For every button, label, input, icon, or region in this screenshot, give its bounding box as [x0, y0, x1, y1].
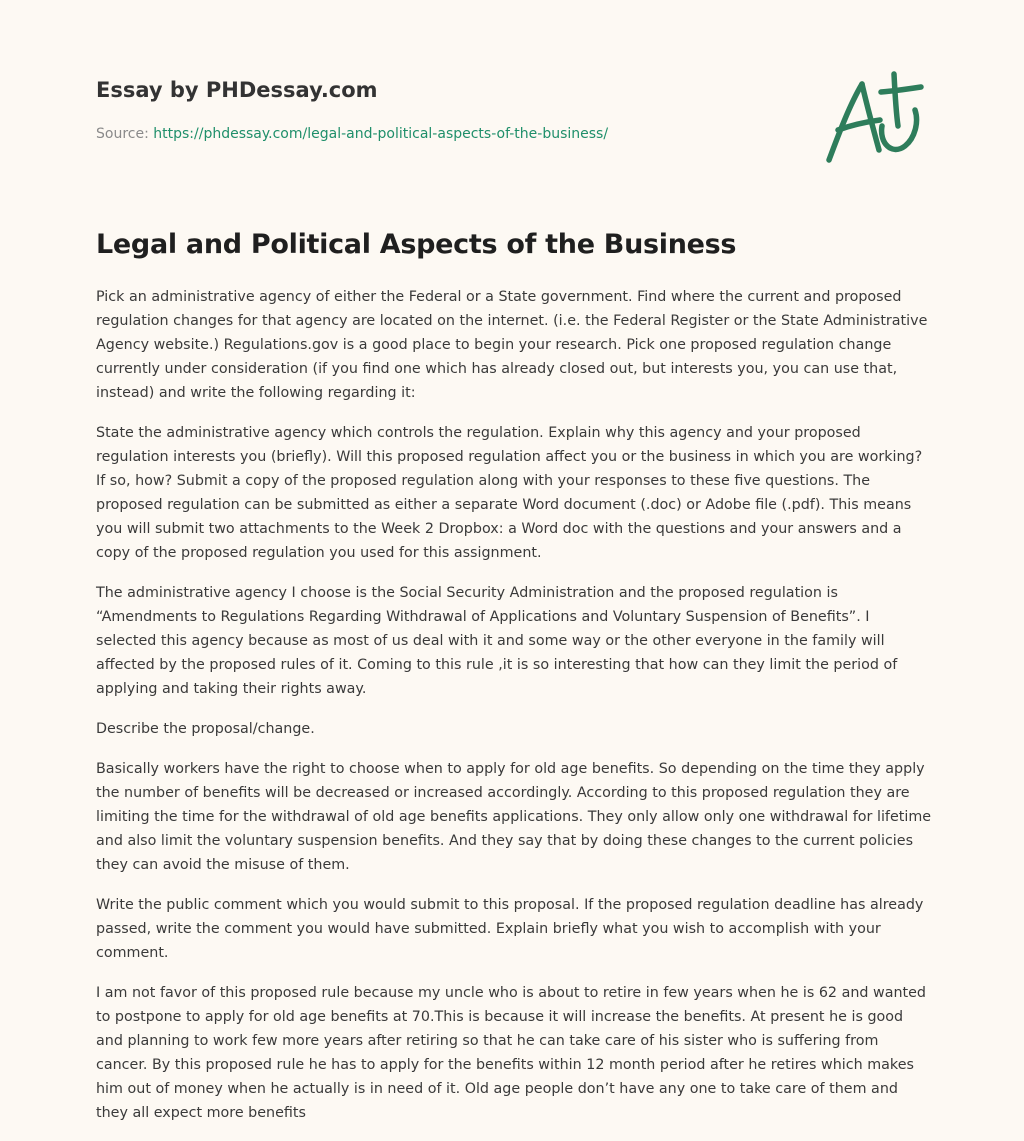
source-link[interactable]: https://phdessay.com/legal-and-political-aspects-of-the-business/: [153, 126, 609, 142]
source-label: Source:: [96, 126, 149, 142]
essay-paragraph: State the administrative agency which controls the regulation. Explain why this agency and your proposed regulation interests you (briefly). Will this proposed regulation affect you or the business in which you are working? If so, how? Submit a copy of the proposed regulation along with your responses to these five questions. The proposed regulation can be submitted as either a separate Word document (.doc) or Adobe file (.pdf). This means you will submit two attachments to the Week 2 Dropbox: a Word doc with the questions and your answers and a copy of the proposed regulation you used for this assignment.: [96, 425, 923, 561]
essay-paragraph: Basically workers have the right to choose when to apply for old age benefits. So depending on the time they apply the number of benefits will be decreased or increased accordingly. According to this proposed regulation they are limiting the time for the withdrawal of old age benefits applications. They only allow only one withdrawal for lifetime and also limit the voluntary suspension benefits. And they say that by doing these changes to the current policies they can avoid the misuse of them.: [96, 761, 932, 873]
a-plus-logo-icon: [822, 68, 930, 166]
essay-paragraph: The administrative agency I choose is the Social Security Administration and the proposed regulation is “Amendments to Regulations Regarding Withdrawal of Applications and Voluntary Suspension of Benefits”. I selected this agency because as most of us deal with it and some way or the other everyone in the family will affected by the proposed rules of it. Coming to this rule ,it is so interesting that how can they limit the period of applying and taking their rights away.: [96, 585, 898, 697]
essay-body: [96, 285, 932, 1141]
essay-paragraph: I am not favor of this proposed rule because my uncle who is about to retire in few years when he is 62 and wanted to postpone to apply for old age benefits at 70.This is because it will increase the benefits. At present he is good and planning to work few more years after retiring so that he can take care of his sister who is suffering from cancer. By this proposed rule he has to apply for the benefits within 12 month period after he retires which makes him out of money when he actually is in need of it. Old age people don’t have any one to take care of them and they all expect more benefits: [96, 985, 927, 1121]
essay-title: Legal and Political Aspects of the Business: [96, 229, 737, 260]
essay-paragraph: Describe the proposal/change.: [96, 721, 315, 737]
essay-paragraph: Pick an administrative agency of either the Federal or a State government. Find where the current and proposed regulation changes for that agency are located on the internet. (i.e. the Federal Register or the State Administrative Agency website.) Regulations.gov is a good place to begin your research. Pick one proposed regulation change currently under consideration (if you find one which has already closed out, but interests you, you can use that, instead) and write the following regarding it:: [96, 289, 928, 401]
site-brand: Essay by PHDessay.com: [96, 78, 378, 102]
essay-paragraph: Write the public comment which you would submit to this proposal. If the proposed regulation deadline has already passed, write the comment you would have submitted. Explain briefly what you wish to accomplish with your comment.: [96, 897, 924, 961]
source-line: [96, 124, 776, 144]
page-header: [96, 76, 776, 144]
